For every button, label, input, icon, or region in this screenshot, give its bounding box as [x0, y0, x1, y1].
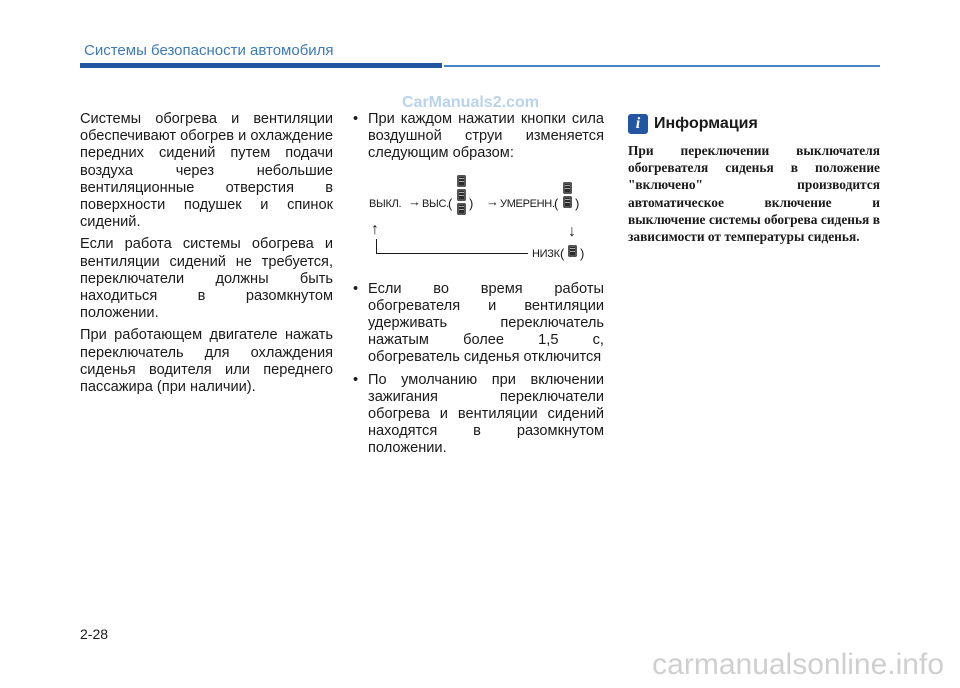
info-title: Информация — [654, 115, 758, 132]
seat-indicator-icon — [563, 196, 572, 208]
label-high: ВЫС. — [422, 197, 449, 210]
seat-indicator-icon — [563, 182, 572, 194]
bullet-default-state: • По умолчанию при включении зажигания переключатели обогрева и вентиляции сидений находятся в разомкнутом положении. — [353, 372, 604, 458]
paren-open: ( — [554, 195, 559, 211]
paren-open: ( — [560, 245, 565, 261]
paren-close: ) — [580, 245, 585, 261]
text-column-2 — [353, 111, 604, 463]
paren-close: ) — [469, 195, 474, 211]
paragraph-operation: При работающем двигателе нажать переключатель для охлаждения сиденья водителя или переднего пассажира (при наличии). — [80, 327, 333, 396]
label-off: ВЫКЛ. — [369, 197, 402, 210]
bullet-press-cycle: • При каждом нажатии кнопки сила воздушной струи изменяется следующим образом: — [353, 111, 604, 163]
paragraph-off-position: Если работа системы обогрева и вентиляции сидений не требуется, переключатели должны быть находиться в разомкнутом положении. — [80, 236, 333, 322]
bullet-hold-switch: • Если во время работы обогревателя и вентиляции удерживать переключатель нажатым более 1,5 с, обогреватель сиденья отключится — [353, 281, 604, 367]
arrow-down-icon: ↓ — [568, 222, 576, 240]
diagram-line-horizontal — [376, 253, 528, 254]
diagram-line-vertical — [376, 239, 377, 253]
label-low: НИЗК — [532, 247, 560, 260]
seat-indicator-icon — [457, 189, 466, 201]
seat-indicator-icon — [457, 175, 466, 187]
arrow-up-icon: ↑ — [371, 220, 379, 238]
text-column-1 — [80, 111, 333, 401]
header-rule-light — [444, 65, 880, 67]
header-rule-dark — [80, 63, 442, 68]
label-medium: УМЕРЕНН. — [500, 197, 555, 210]
watermark-bottom: carmanualsonline.info — [652, 648, 944, 681]
info-box — [628, 113, 880, 245]
arrow-right-icon: → — [408, 193, 421, 209]
seat-indicator-icon — [457, 203, 466, 215]
page-number: 2-28 — [80, 626, 109, 642]
info-text: При переключении выключателя обогревателя сиденья в положение "включено" производится автоматическое включение и выключение системы обогрева сиденья в зависимости от температуры сиденья. — [628, 143, 880, 245]
section-title: Системы безопасности автомобиля — [84, 42, 334, 59]
watermark-top: CarManuals2.com — [402, 94, 539, 111]
paragraph-intro: Системы обогрева и вентиляции обеспечивают обогрев и охлаждение передних сидений путем подачи воздуха через небольшие вентиляционные отверстия в поверхности подушек и спинок сидений. — [80, 111, 333, 231]
arrow-right-icon: → — [486, 193, 499, 209]
info-header — [628, 113, 880, 135]
paren-close: ) — [575, 195, 580, 211]
paren-open: ( — [448, 195, 453, 211]
info-icon: i — [628, 114, 648, 134]
fan-speed-diagram — [353, 169, 604, 279]
seat-indicator-icon — [568, 245, 577, 257]
